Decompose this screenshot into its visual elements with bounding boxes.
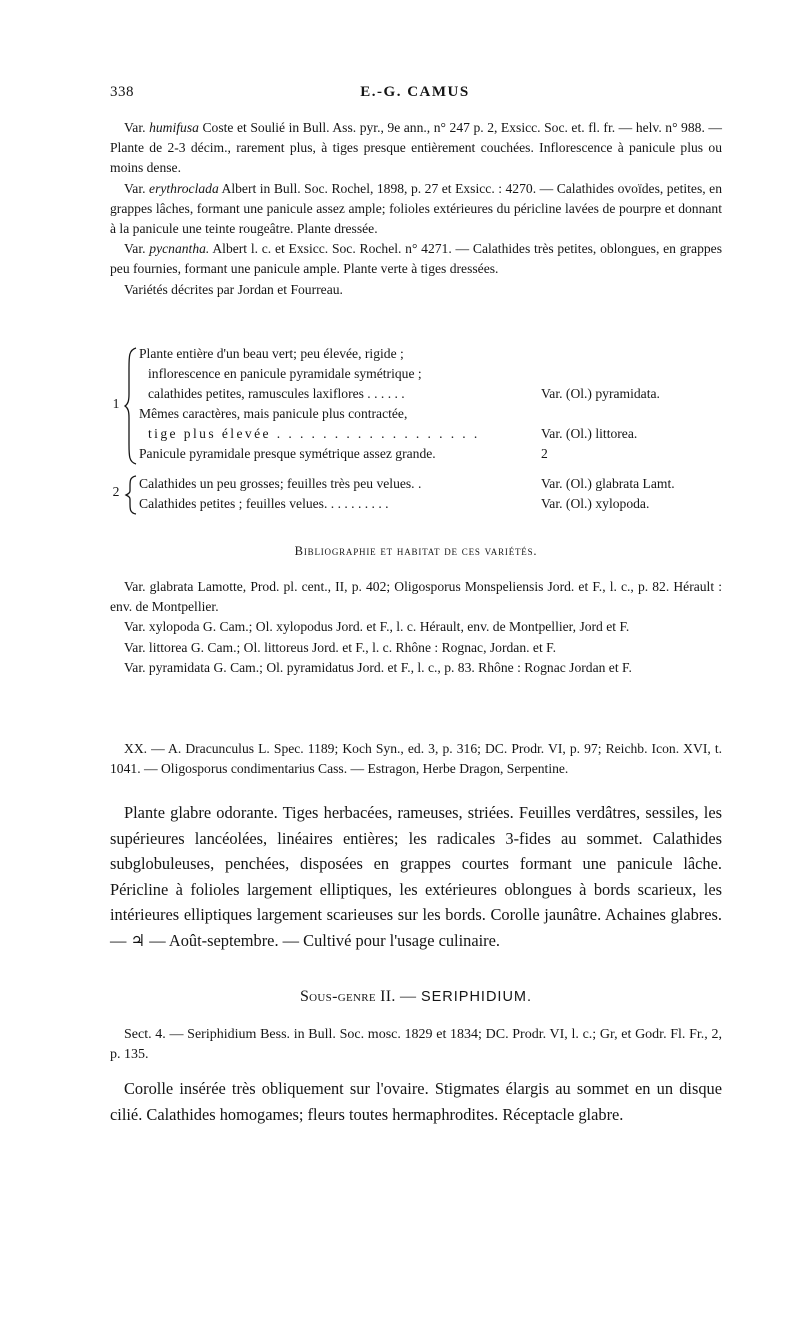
biblio-littorea: Var. littorea G. Cam.; Ol. littoreus Jord. et F., l. c. Rhône : Rognac, Jordan. et F. [124,639,557,655]
couplet-number-1: 1 [112,396,120,411]
key-line-2: inflorescence en panicule pyramidale symétrique ; [148,366,422,381]
page-header [110,84,720,106]
dracunculus-description: Plante glabre odorante. Tiges herbacées, rameuses, striées. Feuilles verdâtres, sessiles, les supérieures lancéolées, linéaires entières; les radicales 3-fides au sommet. Calathides subglobuleuses, penchées, disposées en grappes courtes formant une panicule lâche. Péricline à folioles largement elliptiques, les extérieures oblongues à bords scarieux, les intérieures elliptiques largement scarieuses sur les bords. Corolle jaunâtre. Achaines glabres. — ♃ — Août-septembre. — Cultivé pour l'usage culinaire. [110,803,722,950]
seriphidium-description: Corolle insérée très obliquement sur l'ovaire. Stigmates élargis au sommet en un disque cilié. Calathides homogames; fleurs toutes hermaphrodites. Réceptacle glabre. [110,1079,722,1124]
page-number: 338 [110,84,134,100]
key-line-5: tige plus élevée . . . . . . . . . . . . . . . . . . Var. (Ol.) littorea. [148,426,638,441]
varieties-block [110,118,722,300]
bibliography-block [110,577,722,678]
var-humifusa: Var. humifusa Coste et Soulié in Bull. Ass. pyr., 9e ann., n° 247 p. 2, Exsicc. Soc. et. fl. fr. — helv. n° 988. — Plante de 2-3 décim., rarement plus, à tiges presque entièrement couchées. Inflorescence à panicule plus ou moins dense. [110,120,722,176]
key-line-8: Calathides petites ; feuilles velues. . . . . . . . . . Var. (Ol.) xylopoda. [139,496,650,511]
key-line-1: Plante entière d'un beau vert; peu élevée, rigide ; [139,346,404,361]
key-line-4: Mêmes caractères, mais panicule plus contractée, [139,406,408,421]
var-pycnantha: Var. pycnantha. Albert l. c. et Exsicc. Soc. Rochel. n° 4271. — Calathides très petites, oblongues, en grappes peu fournies, formant une panicule ample. Plante verte à tiges dressées. [110,241,722,277]
section-4-citation: Sect. 4. — Seriphidium Bess. in Bull. Soc. mosc. 1829 et 1834; DC. Prodr. VI, l. c.; Gr, et Godr. Fl. Fr., 2, p. 135. [110,1027,722,1063]
biblio-pyramidata: Var. pyramidata G. Cam.; Ol. pyramidatus Jord. et F., l. c., p. 83. Rhône : Rognac Jordan et F. [124,659,632,675]
biblio-xylopoda: Var. xylopoda G. Cam.; Ol. xylopodus Jord. et F., l. c. Hérault, env. de Montpellier, Jord et F. [124,619,630,635]
subgenus-heading: Sous-genre II. — SERIPHIDIUM. [299,988,533,1005]
dracunculus-synonymy: XX. — A. Dracunculus L. Spec. 1189; Koch Syn., ed. 3, p. 316; DC. Prodr. VI, p. 97; Reichb. Icon. XVI, t. 1041. — Oligosporus condimentarius Cass. — Estragon, Herbe Dragon, Serpentine. [110,741,722,777]
couplet-number-2: 2 [112,484,120,499]
key-line-3: calathides petites, ramuscules laxiflores . . . . . . Var. (Ol.) pyramidata. [148,386,660,401]
biblio-glabrata: Var. glabrata Lamotte, Prod. pl. cent., II, p. 402; Oligosporus Monspeliensis Jord. et F., l. c., p. 82. Hérault : env. de Montpellier. [110,579,722,615]
key-line-6: Panicule pyramidale presque symétrique assez grande. 2 [139,446,548,461]
key-line-7: Calathides un peu grosses; feuilles très peu velues. . Var. (Ol.) glabrata Lamt. [139,476,675,491]
bibliography-heading: Bibliographie et habitat de ces variétés. [294,544,538,558]
running-title: E.-G. CAMUS [360,84,470,100]
var-erythroclada: Var. erythroclada Albert in Bull. Soc. Rochel, 1898, p. 27 et Exsicc. : 4270. — Calathides ovoïdes, petites, en grappes lâches, formant une panicule assez ample; folioles extérieures du péricline lavées de pourpre et donnant à la panicule une teinte rougeâtre. Plante dressée. [110,180,722,237]
varieties-intro: Variétés décrites par Jordan et Fourreau. [124,281,343,297]
